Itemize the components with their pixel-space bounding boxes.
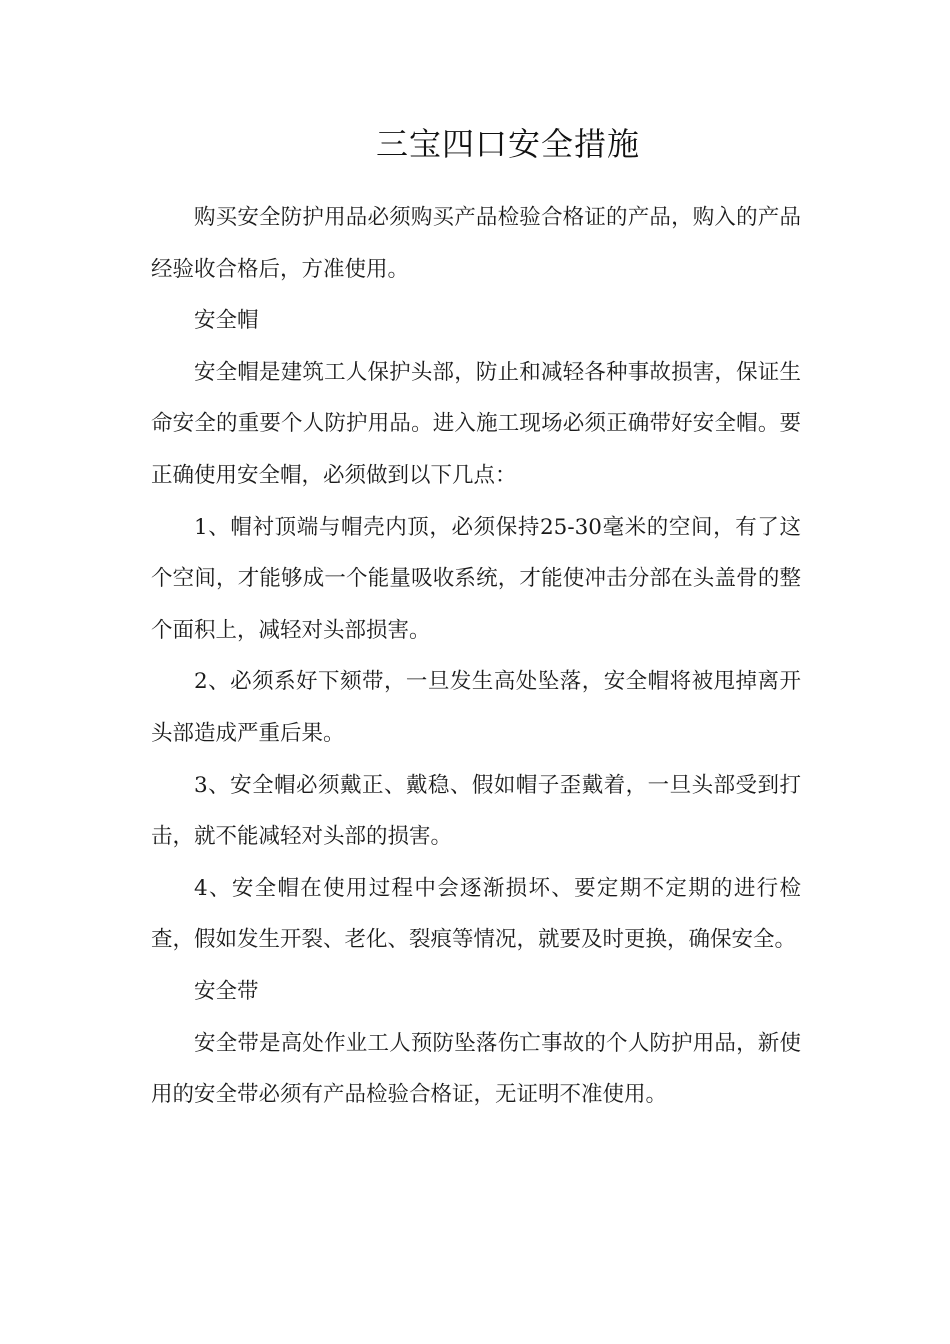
paragraph-helmet-intro: 安全帽是建筑工人保护头部，防止和减轻各种事故损害，保证生命安全的重要个人防护用品。进入施工现场必须正确带好安全帽。要正确使用安全帽，必须做到以下几点： [151, 359, 801, 488]
list-item-helmet-3: 3、安全帽必须戴正、戴稳、假如帽子歪戴着，一旦头部受到打击，就不能减轻对头部的损害。 [151, 772, 801, 850]
document-title: 三宝四口安全措施 [375, 125, 640, 163]
list-item-helmet-4: 4、安全帽在使用过程中会逐渐损坏、要定期不定期的进行检查，假如发生开裂、老化、裂痕等情况，就要及时更换，确保安全。 [151, 875, 801, 953]
paragraph-safety-belt: 安全带是高处作业工人预防坠落伤亡事故的个人防护用品，新使用的安全带必须有产品检验合格证，无证明不准使用。 [151, 1030, 801, 1108]
section-heading-helmet: 安全帽 [194, 308, 259, 334]
list-item-helmet-1: 1、帽衬顶端与帽壳内顶，必须保持25-30毫米的空间，有了这个空间，才能够成一个能量吸收系统，才能使冲击分部在头盖骨的整个面积上，减轻对头部损害。 [151, 514, 801, 643]
paragraph-purchase-rule: 购买安全防护用品必须购买产品检验合格证的产品，购入的产品经验收合格后，方准使用。 [151, 205, 801, 282]
section-heading-safety-belt: 安全带 [194, 978, 259, 1004]
list-item-helmet-2: 2、必须系好下颏带，一旦发生高处坠落，安全帽将被甩掉离开头部造成严重后果。 [151, 669, 801, 746]
document-body [151, 192, 801, 1121]
